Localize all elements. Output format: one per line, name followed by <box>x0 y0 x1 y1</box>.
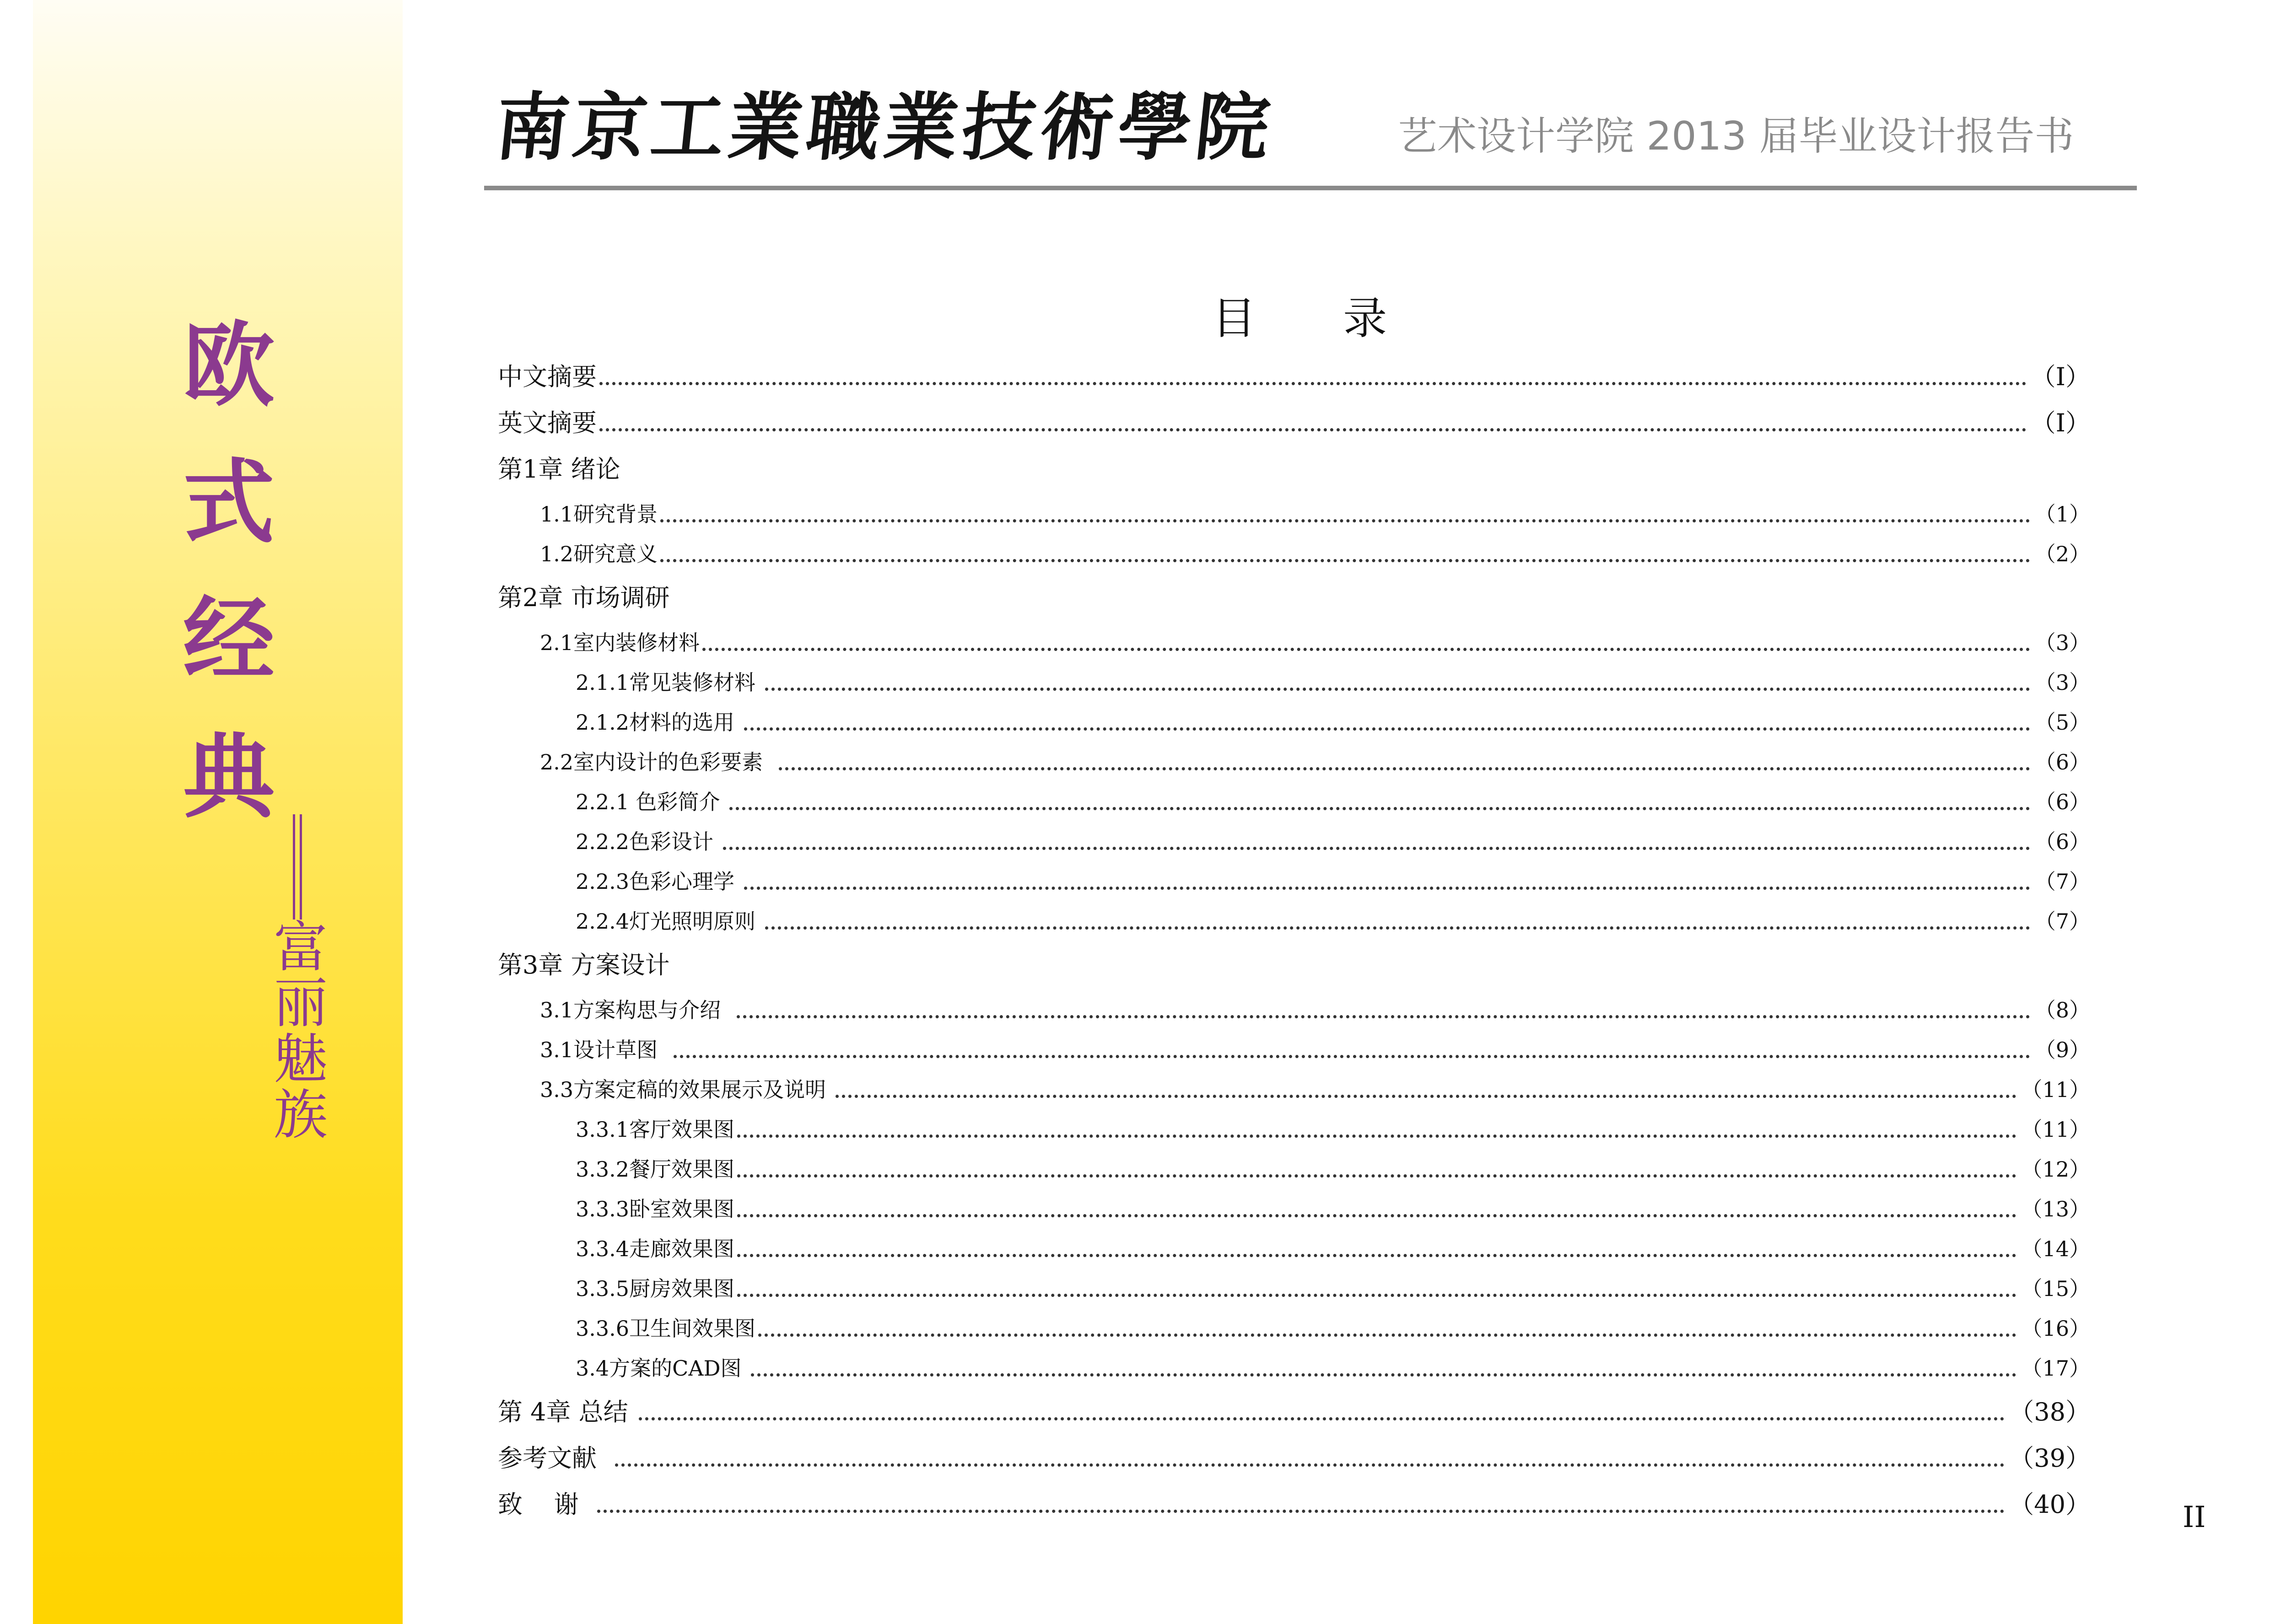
toc-entry <box>498 866 2090 897</box>
toc-entry-label: 3.4方案的CAD图 <box>576 1356 749 1381</box>
toc-entry-page: （39） <box>2009 1444 2090 1473</box>
toc-entry-label: 1.1研究背景 <box>540 502 658 527</box>
page-number: II <box>2183 1500 2206 1534</box>
toc-entry-page: （7） <box>2034 869 2090 894</box>
toc-entry <box>498 582 2090 613</box>
sidebar-subtitle-char: 富 <box>273 916 328 979</box>
toc-entry-label: 英文摘要 <box>498 409 597 437</box>
toc-entry <box>498 1194 2090 1225</box>
toc-leader-dots <box>639 1417 2005 1420</box>
toc-entry-label: 第2章 市场调研 <box>498 583 670 612</box>
toc-entry-page: （14） <box>2021 1237 2090 1261</box>
toc-leader-dots <box>765 926 2030 930</box>
toc-entry-label: 3.3.3卧室效果图 <box>576 1197 735 1221</box>
toc-entry <box>498 906 2090 937</box>
toc-entry-page: （3） <box>2034 630 2090 655</box>
toc-entry-page: （9） <box>2034 1038 2090 1062</box>
toc-entry-label: 中文摘要 <box>498 362 597 391</box>
toc-leader-dots <box>744 727 2030 731</box>
toc-entry <box>498 538 2090 570</box>
toc-entry <box>498 786 2090 817</box>
toc-entry <box>498 707 2090 738</box>
toc-leader-dots <box>737 1294 2017 1297</box>
toc-entry-label: 第3章 方案设计 <box>498 951 670 979</box>
toc-entry-label: 3.3.1客厅效果图 <box>576 1117 735 1142</box>
toc-entry <box>498 1154 2090 1185</box>
toc-entry <box>498 1489 2090 1520</box>
toc-entry-page: （6） <box>2034 829 2090 854</box>
toc-entry <box>498 499 2090 530</box>
toc-entry-label: 2.2室内设计的色彩要素 <box>540 750 776 774</box>
toc-entry <box>498 454 2090 485</box>
toc-leader-dots <box>737 1135 2017 1138</box>
toc-entry <box>498 1273 2090 1304</box>
toc-entry-page: （I） <box>2031 409 2090 437</box>
toc-leader-dots <box>597 1510 2005 1513</box>
toc-entry-page: （13） <box>2021 1197 2090 1221</box>
toc-entry-label: 参考文献 <box>498 1444 613 1473</box>
header-rule <box>484 186 2137 190</box>
toc-entry-label: 3.3.2餐厅效果图 <box>576 1157 735 1182</box>
toc-entry <box>498 747 2090 778</box>
sidebar-banner <box>33 0 403 1624</box>
toc-entry-label: 3.1方案构思与介绍 <box>540 998 734 1022</box>
toc-entry <box>498 1114 2090 1145</box>
toc-entry <box>498 361 2090 393</box>
toc-leader-dots <box>729 807 2030 810</box>
toc-entry <box>498 1034 2090 1065</box>
toc-leader-dots <box>737 1214 2017 1217</box>
sidebar-title-char: 典 <box>183 724 275 831</box>
toc-leader-dots <box>674 1055 2030 1058</box>
toc-entry-page: （3） <box>2034 670 2090 695</box>
toc-leader-dots <box>737 1174 2017 1178</box>
toc-entry <box>498 1074 2090 1105</box>
toc-leader-dots <box>615 1463 2005 1467</box>
toc-entry-page: （40） <box>2009 1490 2090 1519</box>
toc-entry-page: （I） <box>2031 362 2090 391</box>
toc-entry-label: 2.2.4灯光照明原则 <box>576 909 762 934</box>
toc-entry-label: 第 4章 总结 <box>498 1398 636 1426</box>
toc-entry <box>498 627 2090 658</box>
toc-leader-dots <box>765 688 2030 691</box>
table-of-contents <box>498 361 2090 1520</box>
toc-entry-label: 第1章 绪论 <box>498 455 620 484</box>
toc-leader-dots <box>723 847 2030 850</box>
toc-leader-dots <box>758 1334 2017 1337</box>
toc-entry-page: （12） <box>2021 1157 2090 1182</box>
toc-entry-label: 2.2.3色彩心理学 <box>576 869 741 894</box>
toc-leader-dots <box>744 887 2030 890</box>
toc-entry <box>498 1443 2090 1474</box>
toc-entry-page: （2） <box>2034 542 2090 566</box>
toc-entry-page: （38） <box>2009 1398 2090 1426</box>
toc-entry-label: 3.3.4走廊效果图 <box>576 1237 735 1261</box>
toc-entry-label: 3.1设计草图 <box>540 1038 671 1062</box>
toc-leader-dots <box>737 1015 2030 1018</box>
toc-entry-page: （5） <box>2034 710 2090 735</box>
toc-entry-label: 2.1.1常见装修材料 <box>576 670 762 695</box>
toc-entry-page: （6） <box>2034 790 2090 814</box>
sidebar-title-char: 式 <box>183 450 275 556</box>
sidebar-subtitle-char: 魅 <box>273 1027 328 1091</box>
sidebar-subtitle <box>271 916 330 1146</box>
toc-entry-page: （7） <box>2034 909 2090 934</box>
report-subtitle: 艺术设计学院 2013 届毕业设计报告书 <box>1398 113 2074 159</box>
toc-leader-dots <box>599 382 2027 385</box>
toc-entry-label: 致 谢 <box>498 1490 594 1519</box>
toc-entry <box>498 950 2090 981</box>
sidebar-double-dash <box>293 814 302 920</box>
toc-entry-label: 2.2.2色彩设计 <box>576 829 720 854</box>
toc-entry <box>498 1313 2090 1344</box>
toc-entry-label: 3.3.6卫生间效果图 <box>576 1316 756 1341</box>
toc-leader-dots <box>599 428 2027 431</box>
sidebar-title-char: 经 <box>183 587 275 694</box>
toc-entry-page: （11） <box>2021 1077 2090 1102</box>
toc-entry-label: 2.1.2材料的选用 <box>576 710 741 735</box>
toc-entry-page: （17） <box>2021 1356 2090 1381</box>
toc-leader-dots <box>779 767 2030 770</box>
school-name: 南京工業職業技術學院 <box>491 84 1278 170</box>
toc-entry <box>498 1233 2090 1264</box>
toc-entry <box>498 1397 2090 1428</box>
sidebar-subtitle-char: 丽 <box>273 972 328 1035</box>
toc-entry-page: （8） <box>2034 998 2090 1022</box>
toc-entry-page: （11） <box>2021 1117 2090 1142</box>
toc-entry-label: 2.2.1 色彩简介 <box>576 790 727 814</box>
toc-entry <box>498 1353 2090 1384</box>
toc-entry-label: 3.3.5厨房效果图 <box>576 1276 735 1301</box>
toc-title: 目 录 <box>1212 293 1424 344</box>
toc-leader-dots <box>751 1373 2017 1377</box>
toc-entry-page: （6） <box>2034 750 2090 774</box>
toc-leader-dots <box>737 1254 2017 1257</box>
toc-leader-dots <box>660 559 2030 562</box>
toc-entry-page: （16） <box>2021 1316 2090 1341</box>
toc-entry-label: 1.2研究意义 <box>540 542 658 566</box>
toc-entry-label: 2.1室内装修材料 <box>540 630 700 655</box>
toc-leader-dots <box>702 648 2030 651</box>
toc-entry <box>498 995 2090 1026</box>
toc-entry <box>498 667 2090 698</box>
sidebar-title-char: 欧 <box>183 312 275 419</box>
toc-entry <box>498 826 2090 857</box>
toc-leader-dots <box>836 1095 2017 1098</box>
toc-entry-label: 3.3方案定稿的效果展示及说明 <box>540 1077 833 1102</box>
toc-leader-dots <box>660 519 2030 522</box>
toc-entry <box>498 408 2090 439</box>
sidebar-subtitle-char: 族 <box>273 1083 328 1146</box>
toc-entry-page: （15） <box>2021 1276 2090 1301</box>
toc-entry-page: （1） <box>2034 502 2090 527</box>
sidebar-title <box>183 297 275 846</box>
